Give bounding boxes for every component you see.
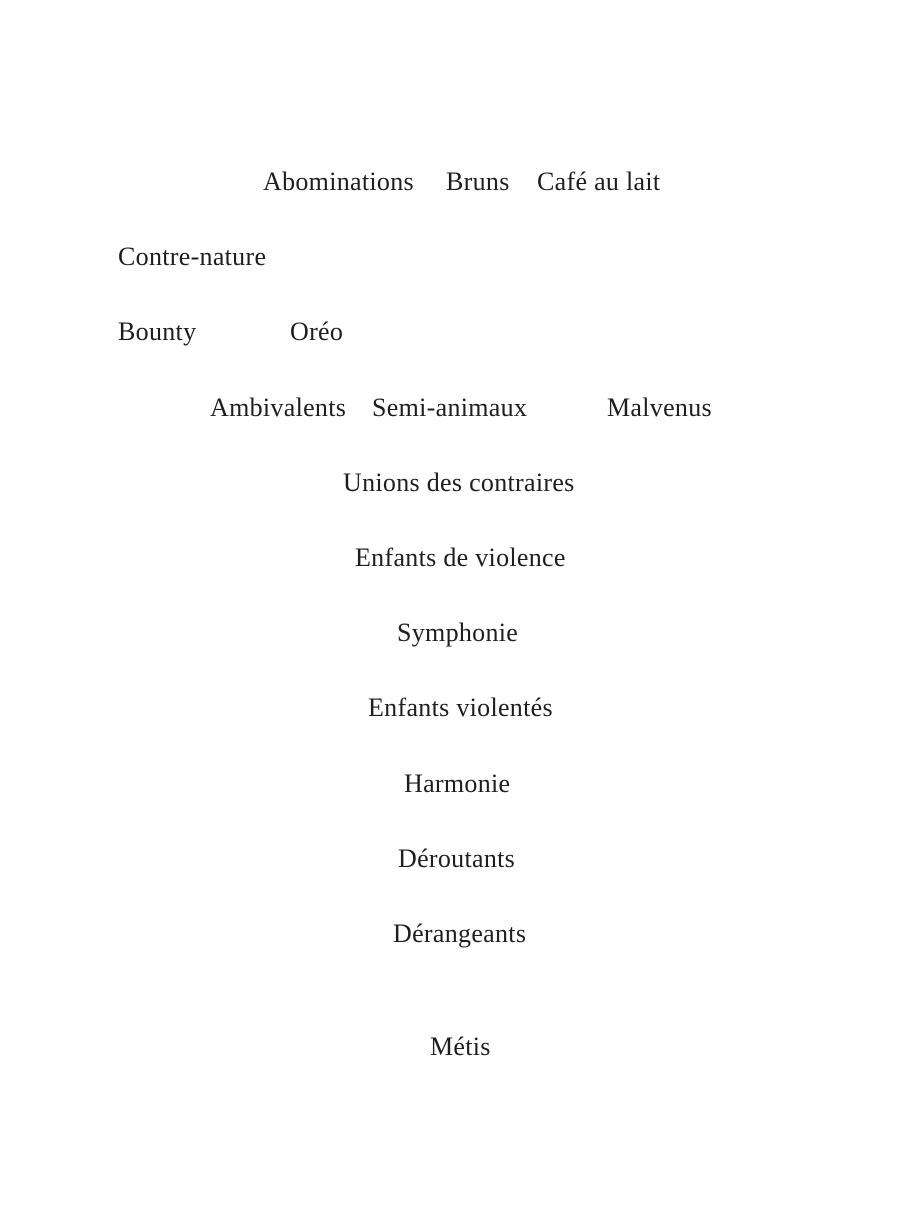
- word-metis: Métis: [430, 1032, 491, 1061]
- word-semi-animaux: Semi-animaux: [372, 393, 528, 422]
- word-ambivalents: Ambivalents: [210, 393, 347, 422]
- word-bruns: Bruns: [446, 167, 510, 196]
- word-malvenus: Malvenus: [607, 393, 712, 422]
- word-deroutants: Déroutants: [398, 844, 516, 873]
- word-bounty: Bounty: [118, 317, 197, 346]
- word-derangeants: Dérangeants: [393, 919, 527, 948]
- word-cafe-au-lait: Café au lait: [537, 167, 661, 196]
- word-enfants-violentes: Enfants violentés: [368, 693, 553, 722]
- word-abominations: Abominations: [263, 167, 414, 196]
- word-enfants-de-violence: Enfants de violence: [355, 543, 566, 572]
- word-unions-des-contraires: Unions des contraires: [343, 468, 575, 497]
- word-harmonie: Harmonie: [404, 769, 511, 798]
- word-contre-nature: Contre-nature: [118, 242, 267, 271]
- word-oreo: Oréo: [290, 317, 344, 346]
- word-symphonie: Symphonie: [397, 618, 519, 647]
